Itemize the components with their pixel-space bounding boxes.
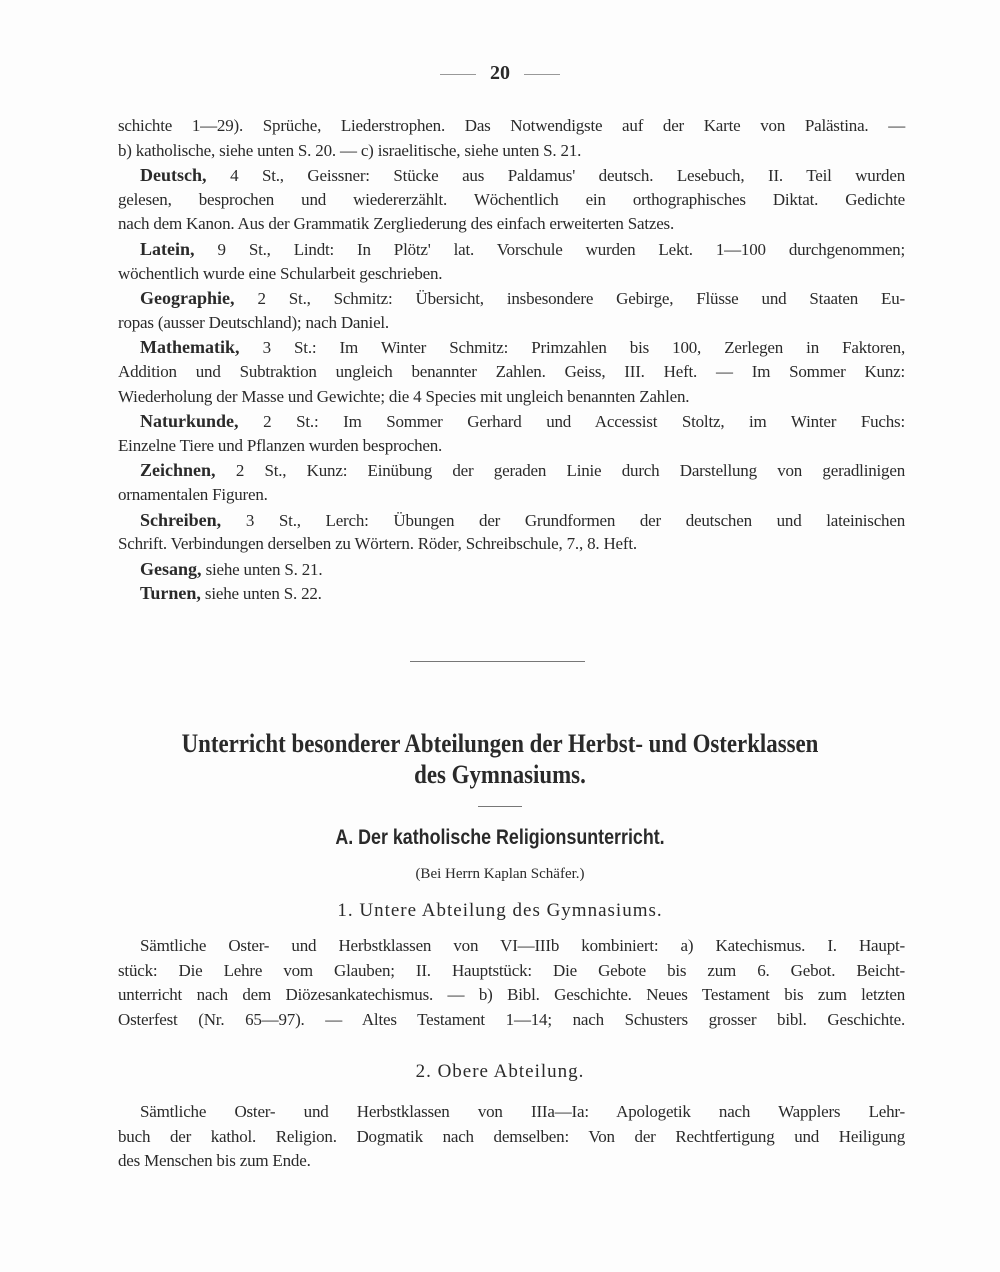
text-line	[118, 286, 905, 311]
line-text: Einzelne Tiere und Pflanzen wurden besprochen.	[118, 435, 443, 455]
subject-paragraphs	[118, 114, 905, 606]
line-text: des Menschen bis zum Ende.	[118, 1151, 311, 1171]
text-line	[118, 1125, 905, 1150]
subsection-1-text	[118, 934, 905, 1032]
line-text: Sämtliche Oster- und Herbstklassen von VI—IIIb kombiniert: a) Katechismus. I. Haupt-	[140, 936, 905, 955]
subject-name: Geographie,	[140, 288, 235, 309]
subject-name: Mathematik,	[140, 337, 240, 358]
text-line	[118, 212, 905, 237]
line-text: schichte 1—29). Sprüche, Liederstrophen. Das Notwendigste auf der Karte von Palästina. —	[118, 116, 905, 135]
text-line	[118, 360, 905, 385]
subject-name: Schreiben,	[140, 509, 222, 530]
section-a-teacher: (Bei Herrn Kaplan Schäfer.)	[415, 866, 585, 882]
subject-name: Gesang,	[140, 558, 202, 579]
text-line	[118, 163, 905, 188]
line-text: siehe unten S. 21.	[201, 559, 323, 579]
line-text: Sämtliche Oster- und Herbstklassen von IIIa—Ia: Apologetik nach Wapplers Lehr-	[140, 1102, 905, 1121]
line-text: gelesen, besprochen und wiedererzählt. Wöchentlich ein orthographisches Diktat. Gedichte	[118, 189, 905, 209]
subsection-2-title: 2. Obere Abteilung.	[415, 1061, 585, 1082]
text-line	[118, 335, 905, 360]
line-text: stück: Die Lehre vom Glauben; II. Hauptstück: Die Gebote bis zum 6. Gebot. Beicht-	[118, 960, 905, 980]
subject-name: Naturkunde,	[140, 411, 239, 432]
page-number-text: 20	[490, 62, 510, 84]
section-a-title: A. Der katholische Religionsunterricht.	[335, 826, 665, 849]
text-line	[118, 532, 905, 557]
text-line	[118, 114, 905, 139]
text-line	[118, 1149, 905, 1174]
text-line	[118, 409, 905, 434]
line-text: nach dem Kanon. Aus der Grammatik Zergliederung des einfach erweiterten Satzes.	[118, 214, 675, 234]
section-heading-line2: des Gymnasiums.	[414, 760, 586, 789]
line-text: 3 St.: Im Winter Schmitz: Primzahlen bis 100, Zerlegen in Faktoren,	[239, 338, 905, 358]
line-text: 2 St., Kunz: Einübung der geraden Linie durch Darstellung von geradlinigen	[215, 461, 905, 481]
subject-name: Latein,	[140, 238, 195, 259]
text-line	[118, 483, 905, 508]
text-line	[118, 458, 905, 483]
line-text: ornamentalen Figuren.	[118, 484, 268, 504]
text-line	[118, 139, 905, 164]
line-text: Osterfest (Nr. 65—97). — Altes Testament 1—14; nach Schusters grosser bibl. Geschichte.	[118, 1009, 905, 1029]
text-line	[118, 237, 905, 262]
text-line	[118, 557, 905, 582]
divider-small	[478, 806, 522, 807]
text-line	[118, 983, 905, 1008]
line-text: Schrift. Verbindungen derselben zu Wörtern. Röder, Schreibschule, 7., 8. Heft.	[118, 534, 637, 554]
line-text: 4 St., Geissner: Stücke aus Paldamus' deutsch. Lesebuch, II. Teil wurden	[206, 166, 905, 186]
line-text: ropas (ausser Deutschland); nach Daniel.	[118, 312, 389, 332]
line-text: 2 St., Schmitz: Übersicht, insbesondere Gebirge, Flüsse und Staaten Eu-	[234, 289, 905, 309]
line-text: buch der kathol. Religion. Dogmatik nach demselben: Von der Rechtfertigung und Heiligung	[118, 1126, 905, 1146]
line-text: b) katholische, siehe unten S. 20. — c) israelitische, siehe unten S. 21.	[118, 140, 582, 160]
divider	[410, 661, 585, 662]
page-number	[0, 62, 1000, 85]
section-heading-line1: Unterricht besonderer Abteilungen der Herbst- und Osterklassen	[181, 729, 819, 758]
line-text: siehe unten S. 22.	[200, 584, 322, 604]
text-line	[118, 385, 905, 410]
text-line	[118, 262, 905, 287]
text-line	[118, 1100, 905, 1125]
subject-name: Zeichnen,	[140, 460, 216, 481]
text-line	[118, 508, 905, 533]
line-text: 9 St., Lindt: In Plötz' lat. Vorschule wurden Lekt. 1—100 durchgenommen;	[194, 239, 905, 259]
text-line	[118, 434, 905, 459]
text-line	[118, 581, 905, 606]
line-text: wöchentlich wurde eine Schularbeit geschrieben.	[118, 263, 443, 283]
text-line	[118, 934, 905, 959]
subsection-2-text	[118, 1100, 905, 1174]
subject-name: Turnen,	[140, 583, 201, 604]
line-text: unterricht nach dem Diözesankatechismus. — b) Bibl. Geschichte. Neues Testament bis zum letzten	[118, 985, 905, 1005]
line-text: 3 St., Lerch: Übungen der Grundformen der deutschen und lateinischen	[221, 510, 905, 530]
text-line	[118, 959, 905, 984]
text-line	[118, 1008, 905, 1033]
line-text: 2 St.: Im Sommer Gerhard und Accessist Stoltz, im Winter Fuchs:	[238, 412, 905, 432]
subject-name: Deutsch,	[140, 165, 207, 186]
text-line	[118, 311, 905, 336]
text-line	[118, 188, 905, 213]
line-text: Addition und Subtraktion ungleich benannter Zahlen. Geiss, III. Heft. — Im Sommer Kunz:	[118, 361, 905, 381]
subsection-1-title: 1. Untere Abteilung des Gymnasiums.	[337, 900, 663, 921]
line-text: Wiederholung der Masse und Gewichte; die 4 Species mit ungleich benannten Zahlen.	[118, 386, 690, 406]
